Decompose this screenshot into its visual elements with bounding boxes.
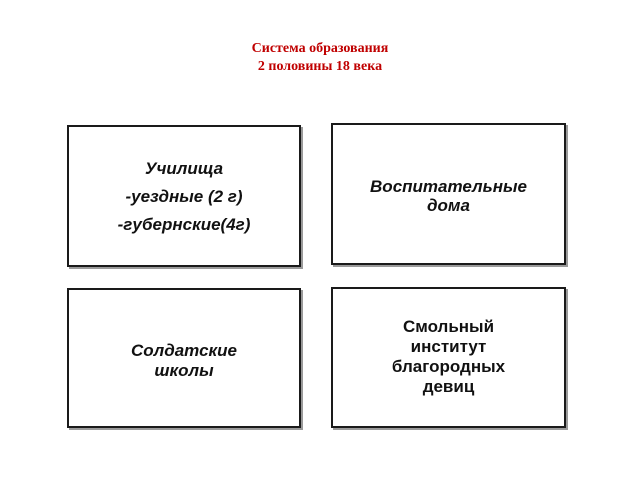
box-vospitatelnye-line-2: дома — [427, 196, 470, 215]
box-uchilishcha-heading: Училища — [144, 159, 224, 178]
box-soldatskie-text — [69, 341, 299, 381]
box-uchilishcha-text — [69, 155, 299, 239]
box-uchilishcha-gubernskie: -губернские(4г) — [117, 215, 251, 234]
box-vospitatelnye-line-1: Воспитательные — [370, 177, 527, 196]
box-smolny-line-2: институт — [410, 337, 487, 356]
box-smolny-line-3: благородных — [391, 357, 506, 376]
box-uchilishcha — [67, 125, 301, 267]
box-soldatskie-shkoly — [67, 288, 301, 428]
box-vospitatelnye-text — [333, 177, 564, 215]
box-soldatskie-line-1: Солдатские — [130, 341, 237, 360]
box-smolny-line-4: девиц — [422, 377, 475, 396]
box-soldatskie-line-2: школы — [154, 361, 214, 380]
box-smolny-institut — [331, 287, 566, 428]
box-vospitatelnye-doma — [331, 123, 566, 265]
box-smolny-line-1: Смольный — [402, 317, 495, 336]
title-line-1: Система образования — [251, 41, 389, 56]
box-uchilishcha-uezdnye: -уездные (2 г) — [125, 187, 243, 206]
box-smolny-text — [333, 317, 564, 397]
title-line-2: 2 половины 18 века — [257, 59, 383, 74]
